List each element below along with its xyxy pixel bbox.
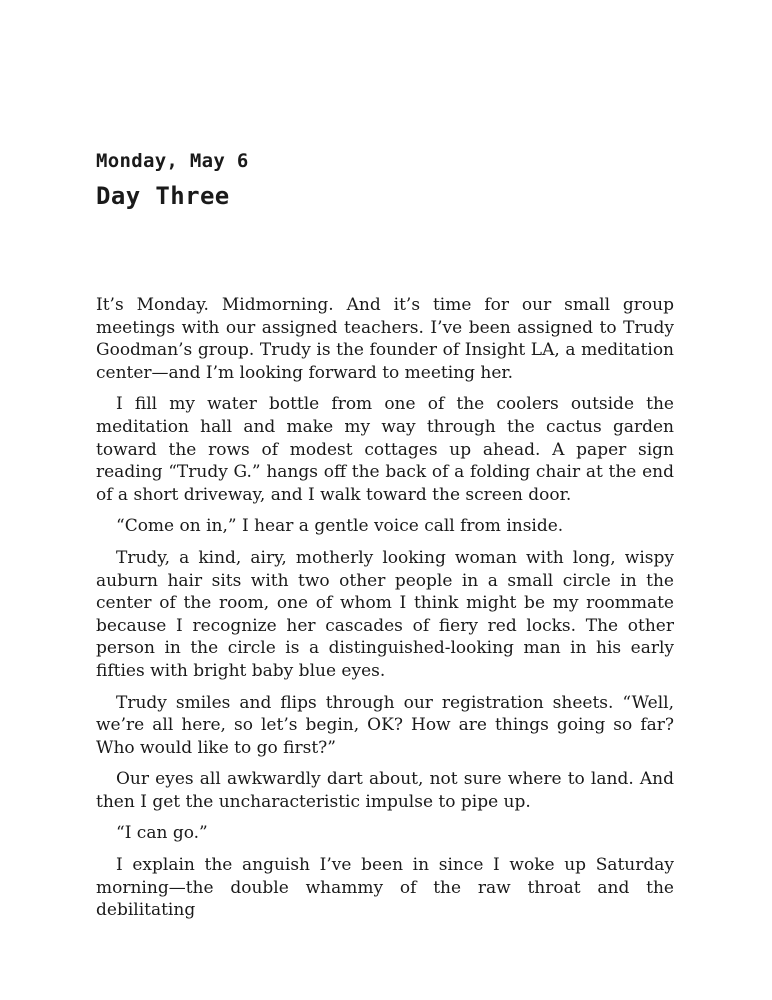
chapter-date: Monday, May 6 — [96, 150, 249, 172]
body-text — [96, 294, 674, 931]
paragraph-7: “I can go.” — [116, 823, 208, 844]
paragraph-3: “Come on in,” I hear a gentle voice call from inside. — [116, 516, 564, 537]
book-page — [96, 0, 674, 1000]
paragraph-2: I fill my water bottle from one of the coolers outside the meditation hall and make my way through the cactus garden toward the rows of modest cottages up ahead. A paper sign reading “Trudy G.” hangs off the back of a folding chair at the end of a short driveway, and I walk toward the screen door. — [96, 394, 674, 505]
chapter-title: Day Three — [96, 182, 230, 210]
paragraph-6: Our eyes all awkwardly dart about, not sure where to land. And then I get the uncharacteristic impulse to pipe up. — [96, 769, 674, 812]
paragraph-5: Trudy smiles and flips through our registration sheets. “Well, we’re all here, so let’s begin, OK? How are things going so far? Who would like to go first?” — [96, 692, 674, 758]
paragraph-1: It’s Monday. Midmorning. And it’s time for our small group meetings with our assigned teachers. I’ve been assigned to Trudy Goodman’s group. Trudy is the founder of Insight LA, a meditation center—and I’m looking forward to meeting her. — [96, 295, 674, 383]
paragraph-4: Trudy, a kind, airy, motherly looking woman with long, wispy auburn hair sits with two other people in a small circle in the center of the room, one of whom I think might be my roommate because I recognize her cascades of fiery red locks. The other person in the circle is a distinguished-looking man in his early fifties with bright baby blue eyes. — [96, 547, 674, 681]
paragraph-8: I explain the anguish I’ve been in since I woke up Saturday morning—the double whammy of the raw throat and the debilitating — [96, 855, 674, 921]
